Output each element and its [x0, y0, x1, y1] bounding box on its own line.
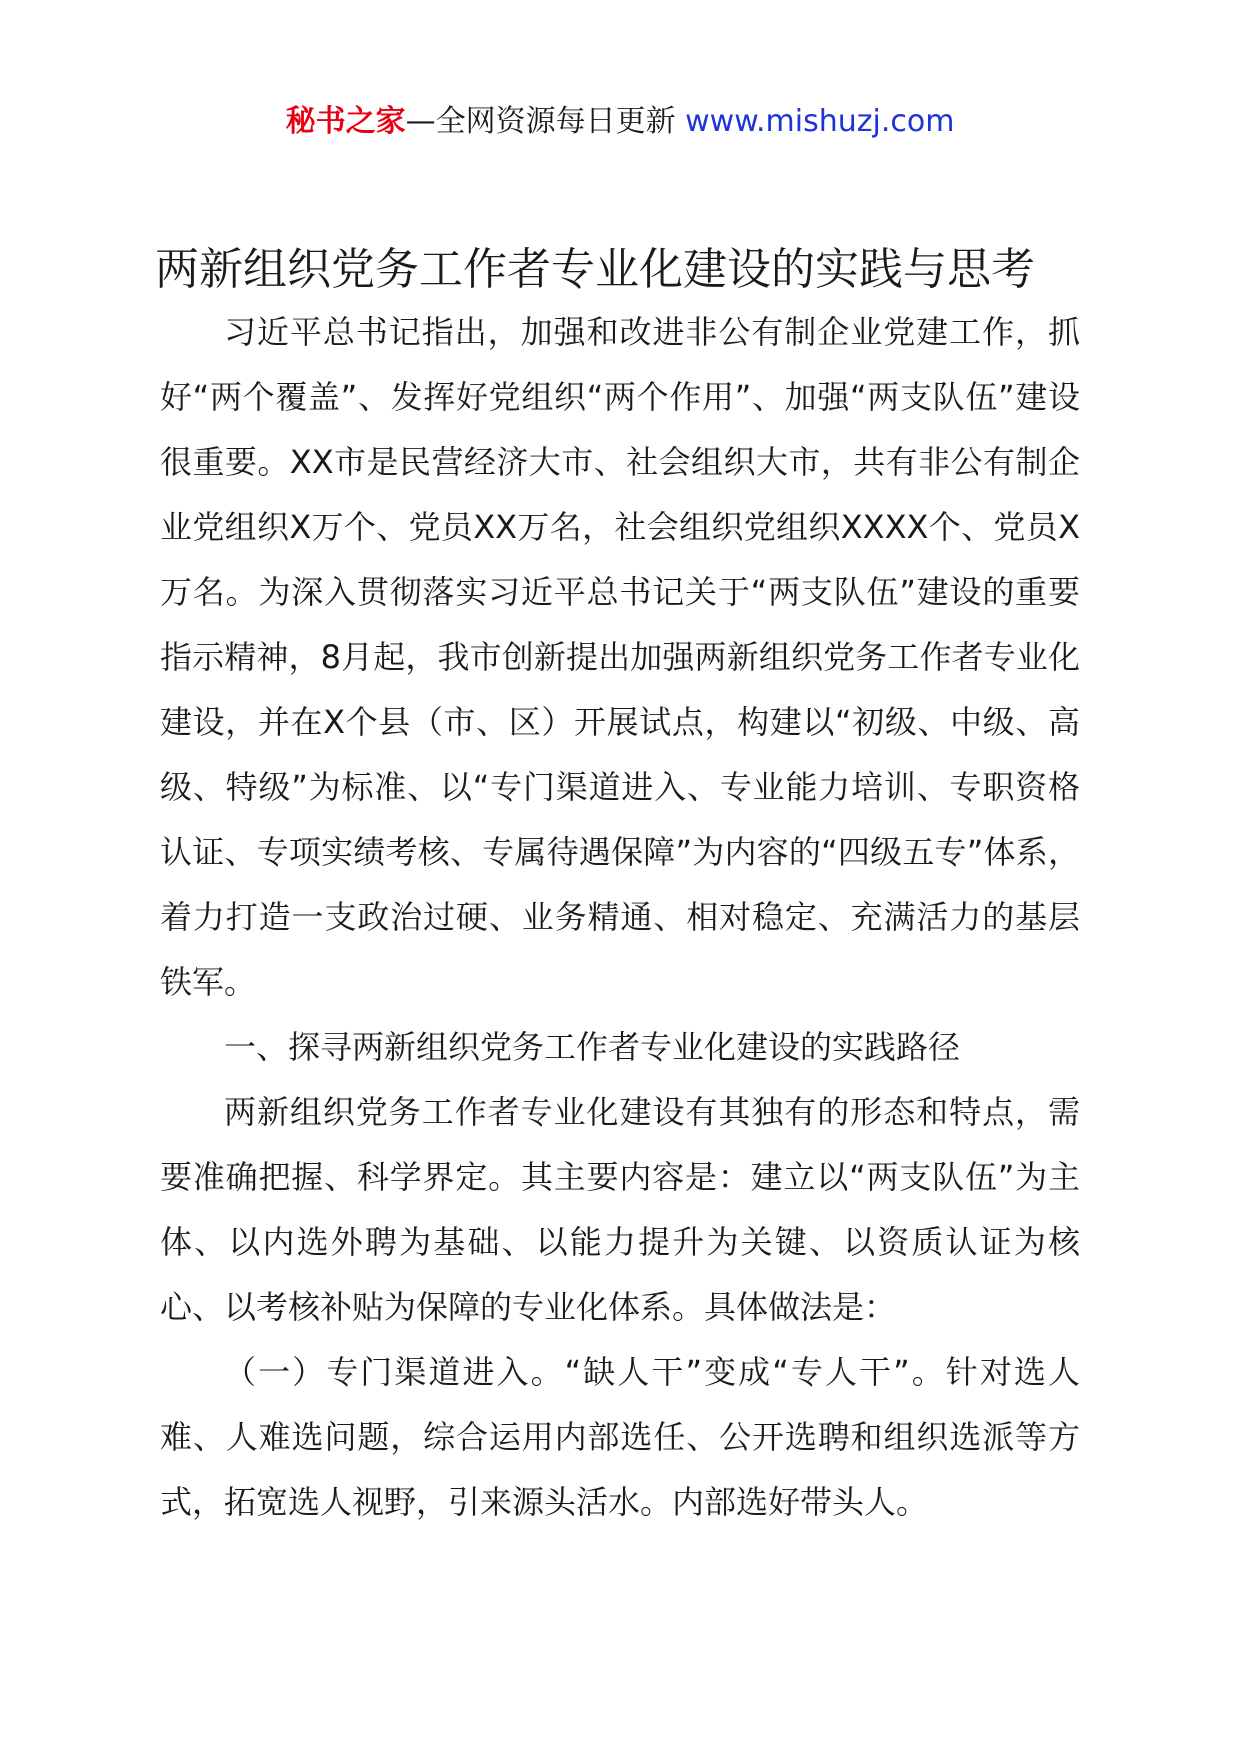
site-header — [0, 102, 1240, 142]
document-title: 两新组织党务工作者专业化建设的实践与思考 — [155, 244, 1035, 295]
paragraph-intro: 习近平总书记指出，加强和改进非公有制企业党建工作，抓好“两个覆盖”、发挥好党组织“两个作用”、加强“两支队伍”建设很重要。XX市是民营经济大市、社会组织大市，共有非公有制企业党组织X万个、党员XX万名，社会组织党组织XXXX个、党员X万名。为深入贯彻落实习近平总书记关于“两支队伍”建设的重要指示精神，8月起，我市创新提出加强两新组织党务工作者专业化建设，并在X个县（市、区）开展试点，构建以“初级、中级、高级、特级”为标准、以“专门渠道进入、专业能力培训、专职资格认证、专项实绩考核、专属待遇保障”为内容的“四级五专”体系，着力打造一支政治过硬、业务精通、相对稳定、充满活力的基层铁军。 — [160, 313, 1080, 1001]
site-brand: 秘书之家 — [285, 104, 406, 139]
site-tagline: —全网资源每日更新 — [405, 104, 686, 139]
document-body — [160, 300, 1080, 1535]
section-heading-1: 一、探寻两新组织党务工作者专业化建设的实践路径 — [224, 1028, 961, 1066]
paragraph-section-1: 两新组织党务工作者专业化建设有其独有的形态和特点，需要准确把握、科学界定。其主要内容是：建立以“两支队伍”为主体、以内选外聘为基础、以能力提升为关键、以资质认证为核心、以考核补贴为保障的专业化体系。具体做法是： — [160, 1093, 1080, 1326]
site-url[interactable]: www.mishuzj.com — [685, 104, 955, 139]
paragraph-subsection-1: （一）专门渠道进入。“缺人干”变成“专人干”。针对选人难、人难选问题，综合运用内部选任、公开选聘和组织选派等方式，拓宽选人视野，引来源头活水。内部选好带头人。 — [160, 1353, 1080, 1521]
